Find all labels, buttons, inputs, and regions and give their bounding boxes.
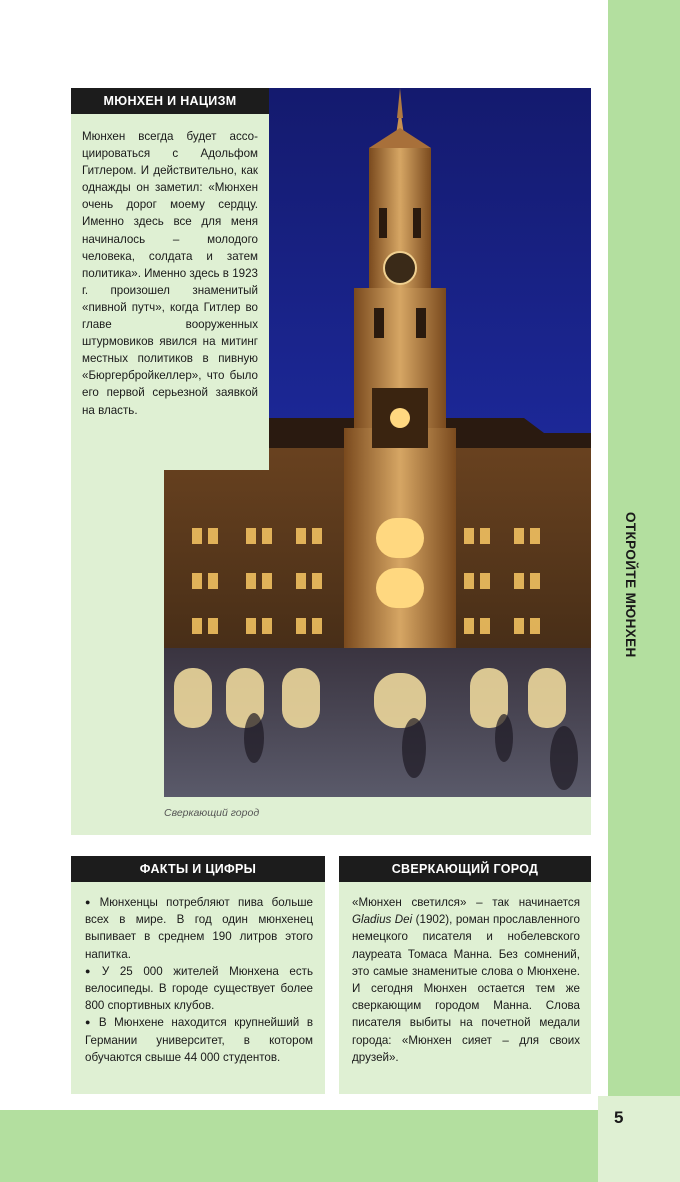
facts-item: ● В Мюнхене находится крупнейший в Германии университет, в котором обучаются свыше 44 000 студентов.: [85, 1016, 314, 1064]
bullet-icon: ●: [85, 897, 96, 907]
facts-item: ● Мюнхенцы потребляют пива больше всех в мире. В год один мюнхенец выпивает в среднем 190 литров этого напитка.: [85, 896, 313, 961]
page-number: 5: [614, 1108, 624, 1127]
page-number-box: [598, 1096, 680, 1182]
bullet-icon: ●: [85, 965, 98, 976]
bullet-icon: ●: [85, 1017, 95, 1028]
bottom-band: [0, 1110, 598, 1182]
munich-nazism-heading: МЮНХЕН И НАЦИЗМ: [71, 88, 269, 114]
munich-nazism-text: Мюнхен всегда будет ассоциироваться с Адольфом Гитлером. И действительно, как однажды он заметил: «Мюнхен очень дорог моему сердцу. Именно здесь все для меня начиналось – молодого человека, солдата и затем политика». Именно здесь в 1923 г. произошел знаменитый «пивной путч», когда Гитлер во главе вооруженных штурмовиков явился на митинг местных политиков в пивную «Бюргербройкеллер», что было его первой серьезной заявкой на власть.: [82, 130, 258, 417]
sparkling-city-heading: СВЕРКАЮЩИЙ ГОРОД: [339, 856, 591, 882]
facts-list: [85, 894, 313, 1066]
photo-caption: Сверкающий город: [164, 807, 260, 819]
facts-heading: ФАКТЫ И ЦИФРЫ: [71, 856, 325, 882]
book-title: Gladius Dei: [352, 913, 413, 927]
sparkling-city-text: «Мюнхен светился» – так начинается Gladius Dei (1902), роман прославленного немецкого писателя и нобелевского лауреата Томаса Манна. Без сомнений, это самые знаменитые слова о Мюнхене. И сегодня Мюнхен остается тем же сверкающим городом Манна. Слова писателя выбиты на почетной медали города: «Мюнхен сияет – для своих друзей».: [352, 896, 580, 1064]
section-side-title: ОТКРОЙТЕ МЮНХЕН: [623, 512, 638, 658]
facts-item: ● У 25 000 жителей Мюнхена есть велосипеды. В городе существует более 800 спортивных клубов.: [85, 964, 313, 1013]
